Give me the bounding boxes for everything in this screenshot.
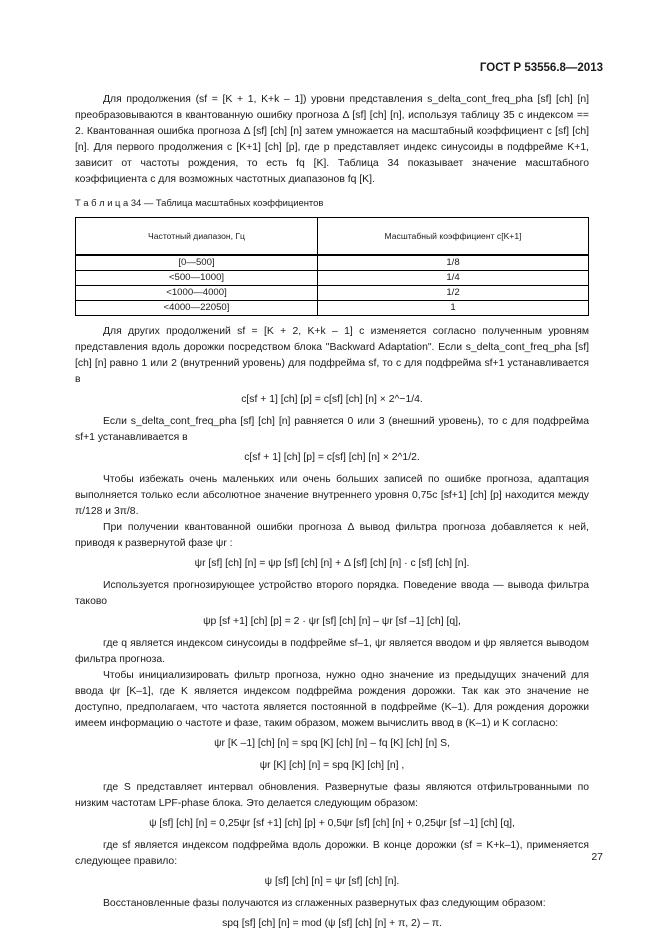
table-cell-range: <1000—4000] — [76, 286, 318, 301]
paragraph-continuation-levels: Для продолжения (sf = [K + 1, K+k – 1]) уровни представления s_delta_cont_freq_pha [sf] [ch] [n] преобразовываются в квантованную ошибку прогноза Δ [sf] [ch] [n], используя таблицу 35 с индексом == 2. Квантованная ошибка прогноза Δ [sf] [ch] [n] затем умножается на масштабный коэффициент c [sf] [ch] [n]. Для первого продолжения с [K+1] [ch] [p], где p представляет индекс синусоиды в подфрейме K+1, зависит от частоты рождения, то есть fq [K]. Таблица 34 показывает значение масштабного коэффициента c для возможных частотных диапазонов fq [K]. — [75, 94, 589, 185]
table-row — [76, 286, 589, 301]
table-cell-factor: 1/4 — [318, 271, 589, 286]
equation-smoothing: ψ [sf] [ch] [n] = 0,25ψr [sf +1] [ch] [p] + 0,5ψr [sf] [ch] [n] + 0,25ψr [sf –1] [ch] [q], — [149, 818, 515, 829]
equation-unwrapped-phase: ψr [sf] [ch] [n] = ψp [sf] [ch] [n] + Δ [sf] [ch] [n] · c [sf] [ch] [n]. — [194, 558, 470, 569]
paragraph-other-continuations: Для других продолжений sf = [K + 2, K+k – 1] c изменяется согласно полученным уровням представления вдоль дорожки посредством блока "Backward Adaptation". Если s_delta_cont_freq_pha [sf] [ch] [n] равно 1 или 2 (внутренний уровень) для подфрейма sf, то c для подфрейма sf+1 устанавливается в — [75, 326, 589, 385]
equation-inner-level: c[sf + 1] [ch] [p] = c[sf] [ch] [n] × 2^−1/4. — [241, 394, 423, 405]
table-cell-factor: 1 — [318, 301, 589, 316]
table-row — [76, 301, 589, 316]
paragraph-initialization: Чтобы инициализировать фильтр прогноза, нужно одно значение из предыдущих значений для ввода ψr [K–1], где K является индексом подфрейма рождения дорожки. Так как это значение не доступно, предполагаем, что частота является постоянной в подфрейме (K–1). Для рождения дорожки имеем информацию о частоте и фазе, таким образом, можем вычислить ввод в (K–1) и K согласно: — [75, 670, 589, 729]
table-cell-factor: 1/2 — [318, 286, 589, 301]
equation-predictor: ψp [sf +1] [ch] [p] = 2 · ψr [sf] [ch] [n] – ψr [sf –1] [ch] [q], — [203, 616, 461, 627]
table-row — [76, 271, 589, 286]
paragraph-outer-level: Если s_delta_cont_freq_pha [sf] [ch] [n] равняется 0 или 3 (внешний уровень), то c для подфрейма sf+1 устанавливается в — [75, 416, 589, 443]
table-row — [76, 255, 589, 271]
table-header-cell: Частотный диапазон, Гц — [76, 218, 318, 256]
equation-init-current: ψr [K] [ch] [n] = spq [K] [ch] [n] , — [259, 760, 405, 771]
table-cell-range: <4000—22050] — [76, 301, 318, 316]
table-cell-range: <500—1000] — [76, 271, 318, 286]
equation-track-end: ψ [sf] [ch] [n] = ψr [sf] [ch] [n]. — [264, 876, 400, 887]
page-number: 27 — [591, 851, 603, 863]
paragraph-predictor-terms: где q является индексом синусоиды в подфрейме sf–1, ψr является вводом и ψp является выводом фильтра прогноза. — [75, 638, 589, 665]
table-cell-range: [0—500] — [76, 255, 318, 271]
equation-outer-level: c[sf + 1] [ch] [p] = c[sf] [ch] [n] × 2^1/2. — [244, 452, 420, 463]
page-content — [75, 92, 589, 938]
table-header-cell: Масштабный коэффициент c[K+1] — [318, 218, 589, 256]
paragraph-reconstructed-phases: Восстановленные фазы получаются из сглаженных развернутых фаз следующим образом: — [103, 898, 546, 909]
paragraph-predictor: Используется прогнозирующее устройство второго порядка. Поведение ввода — вывода фильтра таково — [75, 580, 589, 607]
equation-init-previous: ψr [K –1] [ch] [n] = spq [K] [ch] [n] – fq [K] [ch] [n] S, — [214, 738, 450, 749]
equation-reconstructed-phase: spq [sf] [ch] [n] = mod (ψ [sf] [ch] [n] + π, 2) – π. — [222, 918, 442, 929]
paragraph-track-end: где sf является индексом подфрейма вдоль дорожки. В конце дорожки (sf = K+k–1), применяется следующее правило: — [75, 840, 589, 867]
table-caption: Т а б л и ц а 34 — Таблица масштабных коэффициентов — [75, 197, 324, 208]
standard-header: ГОСТ Р 53556.8—2013 — [479, 62, 603, 74]
paragraph-adaptation-range: Чтобы избежать очень маленьких или очень больших записей по ошибке прогноза, адаптация выполняется только если абсолютное значение внутреннего уровня 0,75c [sf+1] [ch] [p] находится между π/128 и 3π/8. — [75, 474, 589, 517]
table-header-row — [76, 218, 589, 256]
table-cell-factor: 1/8 — [318, 255, 589, 271]
paragraph-unwrapped-phase: При получении квантованной ошибки прогноза Δ вывод фильтра прогноза добавляется к ней, приводя к развернутой фазе ψr : — [75, 522, 589, 549]
paragraph-lpf-phase: где S представляет интервал обновления. Развернутые фазы являются отфильтрованными по низким частотам LPF-phase блока. Это делается следующим образом: — [75, 782, 589, 809]
scale-factor-table — [75, 217, 589, 316]
